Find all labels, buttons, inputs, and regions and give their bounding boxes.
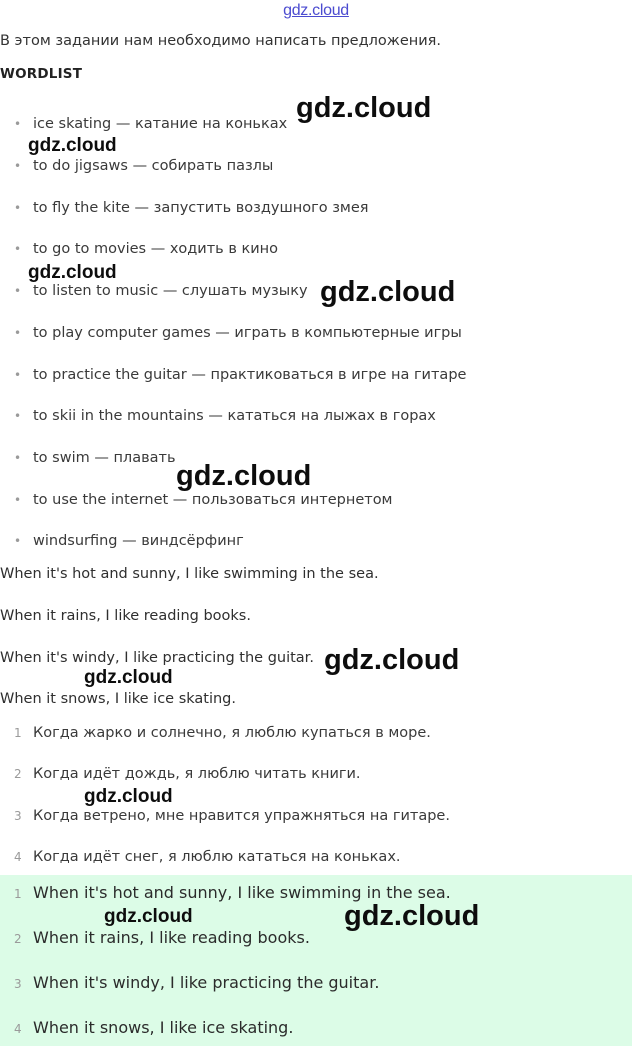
sentence: When it's hot and sunny, I like swimming in the sea. xyxy=(0,566,379,582)
bullet-icon: • xyxy=(14,242,22,256)
answer-text: When it snows, I like ice skating. xyxy=(33,1018,294,1037)
item-number: 4 xyxy=(14,850,22,864)
item-number: 3 xyxy=(14,977,22,991)
wordlist-item-text: to do jigsaws — собирать пазлы xyxy=(33,158,274,174)
answer-text: When it's hot and sunny, I like swimming in the sea. xyxy=(33,883,451,902)
list-item xyxy=(14,533,244,549)
list-item xyxy=(14,325,462,341)
list-item xyxy=(14,766,361,782)
watermark: gdz.cloud xyxy=(104,906,193,927)
wordlist-item-text: to skii in the mountains — кататься на лыжах в горах xyxy=(33,408,436,424)
list-item xyxy=(14,973,379,992)
watermark: gdz.cloud xyxy=(28,262,117,283)
bullet-icon: • xyxy=(14,117,22,131)
list-item xyxy=(14,241,278,257)
list-item xyxy=(14,808,450,824)
wordlist-item-text: to play computer games — играть в компьютерные игры xyxy=(33,325,462,341)
item-number: 1 xyxy=(14,887,22,901)
wordlist-heading: WORDLIST xyxy=(0,66,83,82)
list-item xyxy=(14,725,431,741)
watermark: gdz.cloud xyxy=(84,667,173,688)
bullet-icon: • xyxy=(14,159,22,173)
answer-text: When it rains, I like reading books. xyxy=(33,928,310,947)
list-item xyxy=(14,200,369,216)
item-number: 3 xyxy=(14,809,22,823)
translation-text: Когда идёт дождь, я люблю читать книги. xyxy=(33,766,361,782)
watermark: gdz.cloud xyxy=(324,644,460,676)
bullet-icon: • xyxy=(14,368,22,382)
wordlist-item-text: windsurfing — виндсёрфинг xyxy=(33,533,244,549)
list-item xyxy=(14,928,310,947)
wordlist-item-text: to practice the guitar — практиковаться в игре на гитаре xyxy=(33,367,467,383)
bullet-icon: • xyxy=(14,409,22,423)
wordlist-item-text: ice skating — катание на коньках xyxy=(33,116,288,132)
wordlist-item-text: to listen to music — слушать музыку xyxy=(33,283,308,299)
list-item xyxy=(14,450,176,466)
item-number: 2 xyxy=(14,767,22,781)
sentence: When it's windy, I like practicing the guitar. xyxy=(0,650,314,666)
watermark: gdz.cloud xyxy=(320,276,456,308)
translation-text: Когда жарко и солнечно, я люблю купаться в море. xyxy=(33,725,431,741)
wordlist-item-text: to fly the kite — запустить воздушного змея xyxy=(33,200,369,216)
translation-text: Когда ветрено, мне нравится упражняться на гитаре. xyxy=(33,808,450,824)
sentence: When it snows, I like ice skating. xyxy=(0,691,237,707)
sentence: When it rains, I like reading books. xyxy=(0,608,251,624)
item-number: 1 xyxy=(14,726,22,740)
watermark: gdz.cloud xyxy=(176,460,312,492)
watermark: gdz.cloud xyxy=(344,900,480,932)
bullet-icon: • xyxy=(14,534,22,548)
bullet-icon: • xyxy=(14,493,22,507)
list-item xyxy=(14,1018,293,1037)
list-item xyxy=(14,408,436,424)
bullet-icon: • xyxy=(14,201,22,215)
wordlist-item-text: to go to movies — ходить в кино xyxy=(33,241,279,257)
list-item xyxy=(14,849,401,865)
bullet-icon: • xyxy=(14,451,22,465)
list-item xyxy=(14,158,273,174)
item-number: 2 xyxy=(14,932,22,946)
list-item xyxy=(14,116,287,132)
bullet-icon: • xyxy=(14,326,22,340)
item-number: 4 xyxy=(14,1022,22,1036)
site-logo-link[interactable]: gdz.cloud xyxy=(283,2,349,19)
wordlist-item-text: to swim — плавать xyxy=(33,450,176,466)
watermark: gdz.cloud xyxy=(84,786,173,807)
watermark: gdz.cloud xyxy=(28,135,117,156)
list-item xyxy=(14,367,466,383)
intro-text: В этом задании нам необходимо написать предложения. xyxy=(0,33,441,49)
wordlist-item-text: to use the internet — пользоваться интернетом xyxy=(33,492,393,508)
answer-text: When it's windy, I like practicing the guitar. xyxy=(33,973,380,992)
list-item xyxy=(14,492,393,508)
translation-text: Когда идёт снег, я люблю кататься на коньках. xyxy=(33,849,401,865)
watermark: gdz.cloud xyxy=(296,92,432,124)
bullet-icon: • xyxy=(14,284,22,298)
list-item xyxy=(14,283,308,299)
